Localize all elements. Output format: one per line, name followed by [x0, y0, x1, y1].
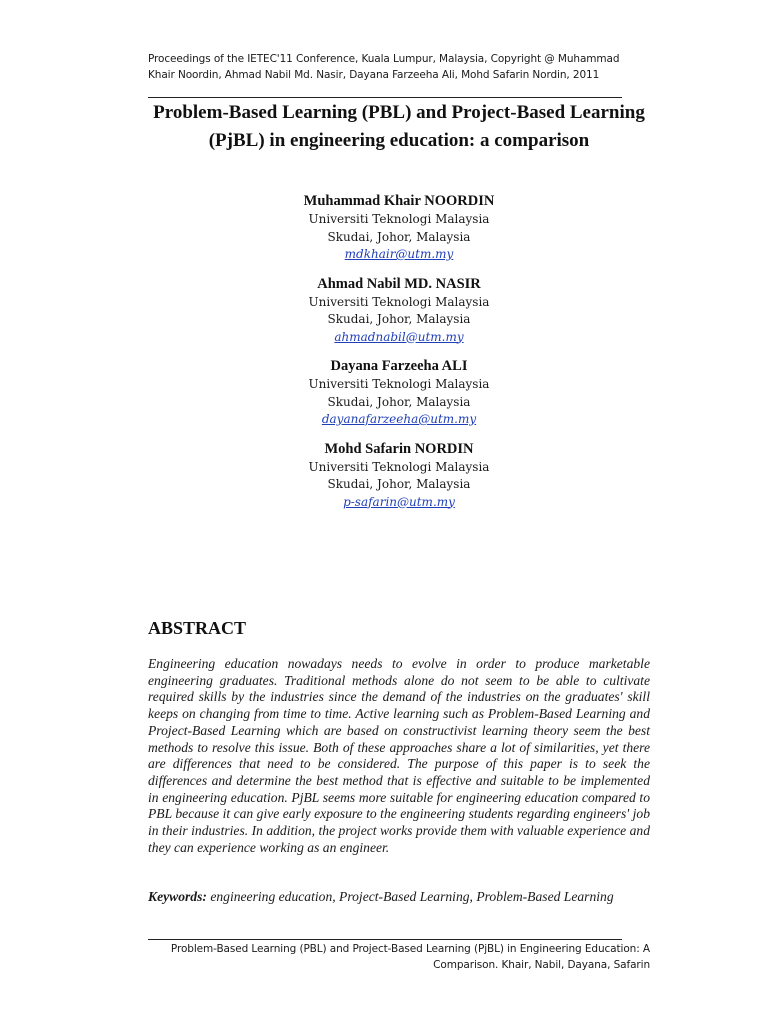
author-name: Mohd Safarin NORDIN: [324, 440, 474, 457]
author-name: Dayana Farzeeha ALI: [330, 358, 468, 374]
keywords-text: engineering education, Project-Based Learning, Problem-Based Learning: [210, 889, 614, 904]
author-email-link[interactable]: dayanafarzeeha@utm.my: [321, 412, 477, 426]
author-location: Skudai, Johor, Malaysia: [327, 312, 471, 326]
author-block: [148, 357, 650, 429]
author-email-link[interactable]: p-safarin@utm.my: [343, 494, 455, 509]
footer-note: Problem-Based Learning (PBL) and Project-Based Learning (PjBL) in Engineering Education: A Comparison. Khair, Nabil, Dayana, Safarin: [170, 943, 650, 971]
author-location: Skudai, Johor, Malaysia: [327, 477, 471, 491]
author-name: Ahmad Nabil MD. NASIR: [317, 275, 481, 292]
author-block: [148, 275, 650, 347]
abstract-heading: ABSTRACT: [148, 618, 247, 638]
author-list: [148, 192, 650, 522]
author-location: Skudai, Johor, Malaysia: [327, 229, 471, 244]
footer-divider: [148, 939, 622, 940]
author-block: [148, 192, 650, 264]
author-email-link[interactable]: mdkhair@utm.my: [344, 247, 454, 261]
author-institution: Universiti Teknologi Malaysia: [308, 294, 490, 309]
keywords-paragraph: [148, 889, 650, 906]
abstract-body: Engineering education nowadays needs to evolve in order to produce marketable engineering graduates. Traditional methods alone do not seem to be able to cultivate required skills by the industries since the demand of the industries on the graduates' skill keeps on changing from time to time. Active learning such as Problem-Based Learning and Project-Based Learning which are based on constructivist learning theory seem the best methods to resolve this issue. Both of these approaches share a lot of similarities, yet there are differences that need to be considered. The purpose of this paper is to seek the differences and determine the best method that is effective and suitable to be implemented in engineering education. PjBL seems more suitable for engineering education compared to PBL because it can give early exposure to the engineering students regarding engineers' job in their industries. In addition, the project works provide them with valuable experience and they can experience working as an engineer.: [148, 656, 650, 855]
paper-title: Problem-Based Learning (PBL) and Project-Based Learning (PjBL) in engineering education: a comparison: [153, 102, 645, 151]
author-location: Skudai, Johor, Malaysia: [327, 394, 471, 409]
proceedings-header-note: Proceedings of the IETEC'11 Conference, Kuala Lumpur, Malaysia, Copyright @ Muhammad Khair Noordin, Ahmad Nabil Md. Nasir, Dayana Farzeeha Ali, Mohd Safarin Nordin, 2011: [148, 53, 620, 81]
author-name: Muhammad Khair NOORDIN: [303, 193, 495, 209]
author-institution: Universiti Teknologi Malaysia: [308, 212, 490, 226]
keywords-label: Keywords:: [148, 889, 207, 904]
author-institution: Universiti Teknologi Malaysia: [308, 377, 490, 391]
author-block: [148, 440, 650, 512]
header-divider: [148, 97, 622, 98]
author-institution: Universiti Teknologi Malaysia: [308, 459, 490, 474]
author-email-link[interactable]: ahmadnabil@utm.my: [334, 329, 464, 344]
